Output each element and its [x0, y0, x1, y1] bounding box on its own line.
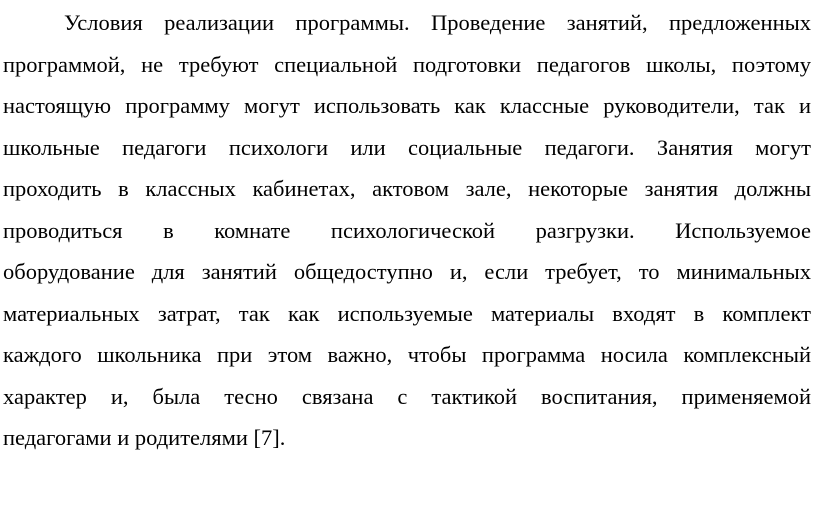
text-line-6: проводиться в комнате психологической разгрузки. Используемое: [3, 217, 811, 243]
text-line-5: проходить в классных кабинетах, актовом зале, некоторые занятия должны: [3, 176, 811, 201]
text-line-7: оборудование для занятий общедоступно и, если требует, то минимальных: [3, 259, 811, 284]
text-line-2: программой, не требуют специальной подготовки педагогов школы, поэтому: [3, 51, 811, 77]
text-line-9: каждого школьника при этом важно, чтобы программа носила комплексный: [3, 342, 811, 367]
text-line-10: характер и, была тесно связана с тактикой воспитания, применяемой: [3, 383, 811, 409]
body-paragraph: [3, 2, 811, 459]
text-line-1: Условия реализации программы. Проведение занятий, предложенных: [64, 10, 811, 35]
text-line-11: педагогами и родителями [7].: [3, 425, 286, 450]
text-line-4: школьные педагоги психологи или социальные педагоги. Занятия могут: [3, 134, 811, 160]
text-line-3: настоящую программу могут использовать как классные руководители, так и: [3, 93, 811, 118]
text-line-8: материальных затрат, так как используемые материалы входят в комплект: [3, 300, 811, 326]
